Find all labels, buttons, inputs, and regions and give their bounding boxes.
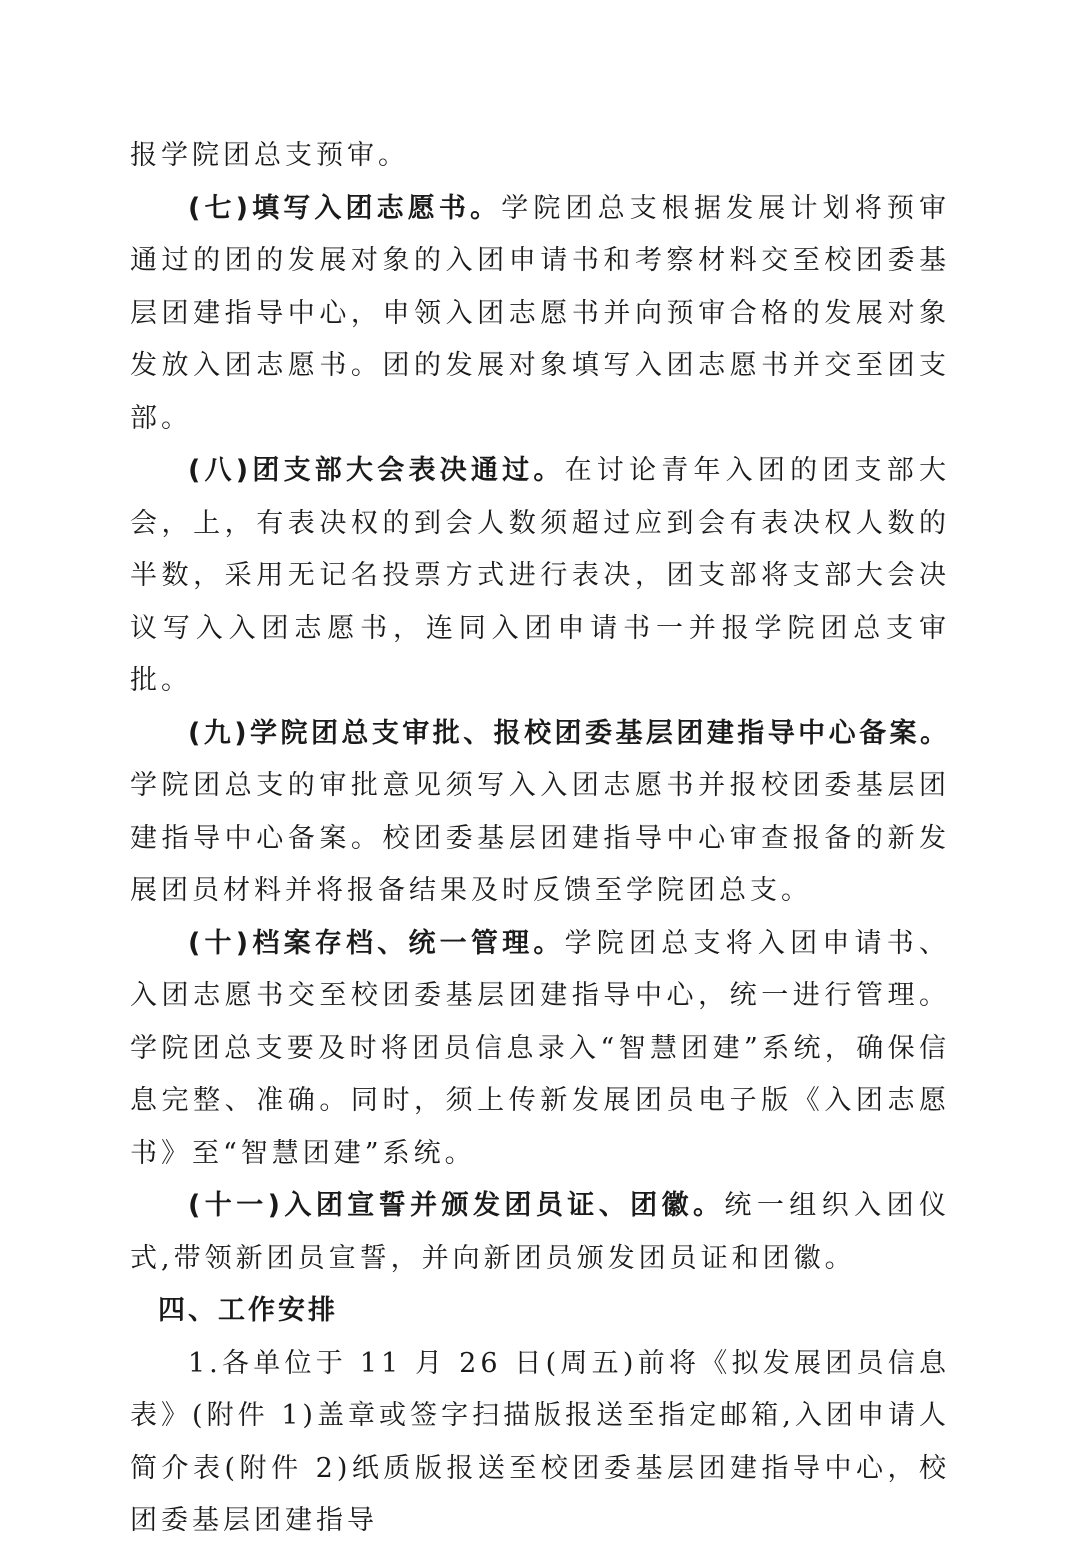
- step-7-heading: (七)填写入团志愿书。: [188, 192, 502, 224]
- step-7-paragraph: [130, 183, 950, 446]
- section-heading-work-arrangement: 四、工作安排: [158, 1295, 338, 1326]
- opening-line-text: 报学院团总支预审。: [130, 140, 409, 171]
- step-8-body: 在讨论青年入团的团支部大会，上，有表决权的到会人数须超过应到会有表决权人数的半数，采用无记名投票方式进行表决，团支部将支部大会决议写入入团志愿书，连同入团申请书一并报学院团总支审批。: [130, 455, 950, 696]
- step-11-paragraph: [130, 1180, 950, 1285]
- step-8-paragraph: [130, 445, 950, 708]
- opening-line: [130, 130, 950, 183]
- step-9-heading: (九)学院团总支审批、报校团委基层团建指导中心备案。: [188, 717, 950, 749]
- document-body: [130, 130, 950, 1548]
- step-11-body: 统一组织入团仪式,带领新团员宣誓，并向新团员颁发团员证和团徽。: [130, 1190, 950, 1274]
- step-10-body: 学院团总支将入团申请书、入团志愿书交至校团委基层团建指导中心，统一进行管理。学院团总支要及时将团员信息录入“智慧团建”系统，确保信息完整、准确。同时，须上传新发展团员电子版《入团志愿书》至“智慧团建”系统。: [130, 927, 950, 1169]
- work-item-1: [130, 1338, 950, 1548]
- step-10-heading: (十)档案存档、统一管理。: [188, 927, 565, 959]
- step-7-body: 学院团总支根据发展计划将预审通过的团的发展对象的入团申请书和考察材料交至校团委基层团建指导中心，申领入团志愿书并向预审合格的发展对象发放入团志愿书。团的发展对象填写入团志愿书并交至团支部。: [130, 192, 950, 434]
- work-item-1-text: 1.各单位于 11 月 26 日(周五)前将《拟发展团员信息表》(附件 1)盖章或签字扫描版报送至指定邮箱,入团申请人简介表(附件 2)纸质版报送至校团委基层团建指导中心，校团委基层团建指导: [130, 1347, 950, 1536]
- step-10-paragraph: [130, 918, 950, 1181]
- step-9-body: 学院团总支的审批意见须写入入团志愿书并报校团委基层团建指导中心备案。校团委基层团建指导中心审查报备的新发展团员材料并将报备结果及时反馈至学院团总支。: [130, 770, 950, 906]
- step-9-paragraph: [130, 708, 950, 918]
- step-11-heading: (十一)入团宣誓并颁发团员证、团徽。: [188, 1190, 725, 1221]
- step-8-heading: (八)团支部大会表决通过。: [188, 455, 565, 486]
